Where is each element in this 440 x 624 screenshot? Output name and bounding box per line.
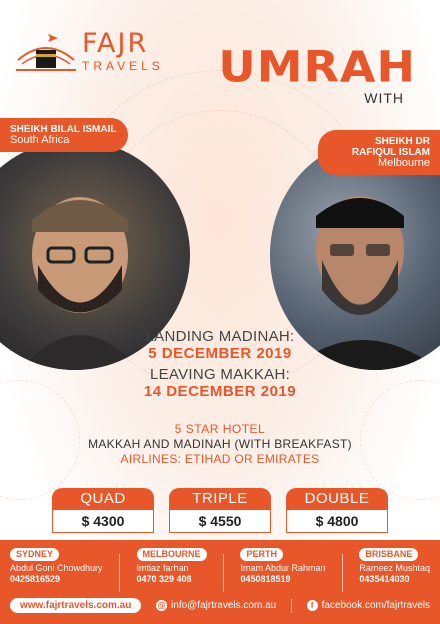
office-phone[interactable]: 0470 329 408: [136, 574, 192, 584]
price-value: $ 4550: [169, 509, 271, 533]
footer: [10, 598, 430, 613]
price-label: TRIPLE: [169, 488, 271, 509]
leaving-date: 14 DECEMBER 2019: [143, 383, 297, 400]
price-value: $ 4300: [52, 509, 154, 533]
airlines: AIRLINES: ETIHAD OR EMIRATES: [120, 452, 320, 466]
speaker-name: SHEIKH BILAL ISMAIL: [10, 124, 117, 135]
office-phone[interactable]: 0450818519: [240, 574, 291, 584]
office-phone[interactable]: 0435414030: [359, 574, 410, 584]
speaker-location: Melbourne: [378, 157, 430, 169]
facebook-link[interactable]: [307, 600, 430, 611]
office-perth: [240, 548, 325, 592]
trip-dates: [0, 328, 440, 400]
speaker-location: South Africa: [10, 134, 70, 146]
office-person: Abdul Goni Chowdhury: [10, 563, 103, 573]
headline-title: UMRAH: [218, 42, 416, 92]
divider: [291, 599, 292, 613]
email-text: info@fajrtravels.com.au: [171, 600, 277, 611]
landing-date: 5 DECEMBER 2019: [148, 345, 292, 362]
speaker-name: SHEIKH DR RAFIQUL ISLAM: [351, 136, 430, 158]
brand-name: FAJR: [82, 28, 149, 59]
divider: [342, 554, 343, 592]
email-icon: @: [157, 601, 166, 610]
brand-sub: TRAVELS: [82, 59, 164, 73]
office-melbourne: [137, 548, 207, 592]
speaker-tag-right: [318, 130, 440, 175]
headline-with: WITH: [364, 90, 404, 106]
website-link[interactable]: www.fajrtravels.com.au: [10, 598, 141, 613]
office-city: MELBOURNE: [137, 548, 207, 561]
office-city: SYDNEY: [10, 548, 59, 561]
hotel-desc: MAKKAH AND MADINAH (WITH BREAKFAST): [88, 437, 352, 451]
office-sydney: [10, 548, 103, 592]
price-quad: [52, 488, 154, 533]
hotel-info: [0, 422, 440, 466]
divider: [223, 554, 224, 592]
landing-label: LANDING MADINAH:: [145, 328, 295, 345]
brand-logo: [14, 30, 184, 80]
price-label: QUAD: [52, 488, 154, 509]
office-person: Imtiaz farhan: [136, 563, 189, 573]
facebook-text: facebook.com/fajrtravels: [321, 600, 430, 611]
office-phone[interactable]: 0425816529: [10, 574, 61, 584]
price-triple: [169, 488, 271, 533]
office-person: Imam Abdur Rahman: [240, 563, 326, 573]
kaaba-plane-logo-icon: [14, 30, 78, 76]
divider: [119, 554, 120, 592]
price-list: [52, 488, 388, 533]
price-double: [286, 488, 388, 533]
hotel-stars: 5 STAR HOTEL: [174, 422, 266, 436]
office-city: BRISBANE: [359, 548, 418, 561]
facebook-icon: f: [307, 600, 318, 611]
office-list: [10, 548, 430, 592]
office-person: Rameez Mushtaq: [359, 563, 430, 573]
email-link[interactable]: [156, 600, 276, 611]
office-city: PERTH: [240, 548, 283, 561]
office-brisbane: [359, 548, 430, 592]
leaving-label: LEAVING MAKKAH:: [149, 366, 291, 383]
speaker-tag-left: [0, 118, 128, 152]
price-value: $ 4800: [286, 509, 388, 533]
price-label: DOUBLE: [286, 488, 388, 509]
contact-bar: [0, 540, 440, 624]
